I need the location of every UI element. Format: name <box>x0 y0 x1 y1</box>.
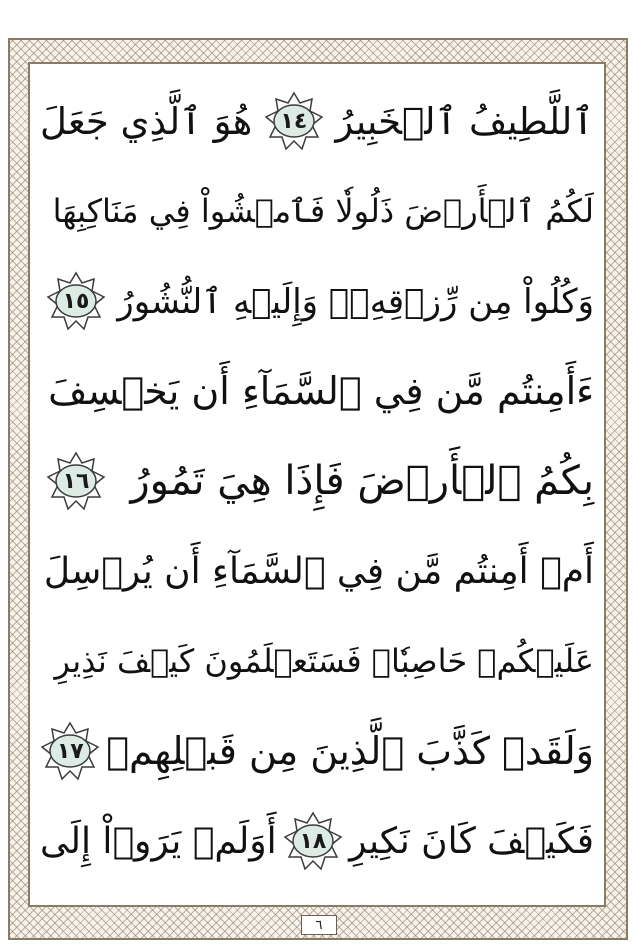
verse-line-2 <box>40 168 594 254</box>
line-7-text: عَلَيۡكُمۡ حَاصِبٗاۖ فَسَتَعۡلَمُونَ كَيۡفَ نَذِيرِ <box>54 642 594 680</box>
line-8-text: وَلَقَدۡ كَذَّبَ ٱلَّذِينَ مِن قَبۡلِهِمۡ <box>106 729 594 773</box>
ayah-marker-16 <box>46 451 106 511</box>
line-6-text: أَمۡ أَمِنتُم مَّن فِي ٱلسَّمَآءِ أَن يُرۡسِلَ <box>43 550 594 592</box>
verse-line-1 <box>40 78 594 164</box>
verse-line-8 <box>40 708 594 794</box>
page-number: ٦ <box>301 915 337 935</box>
verse-line-7 <box>40 618 594 704</box>
verse-line-4 <box>40 348 594 434</box>
ayah-number: ١٤ <box>280 108 308 134</box>
ayah-number: ١٧ <box>56 738 84 764</box>
verse-line-9 <box>40 798 594 884</box>
line-9-segment-b: أَوَلَمۡ يَرَوۡاْ إِلَى <box>40 820 277 862</box>
ayah-marker-14 <box>264 91 324 151</box>
ayah-number: ١٦ <box>62 468 90 494</box>
ayah-marker-18 <box>283 811 343 871</box>
ayah-number: ١٨ <box>299 828 327 854</box>
line-5-text: بِكُمُ ٱلۡأَرۡضَ فَإِذَا هِيَ تَمُورُ <box>130 458 594 504</box>
line-4-text: ءَأَمِنتُم مَّن فِي ٱلسَّمَآءِ أَن يَخۡسِفَ <box>48 369 594 413</box>
ayah-marker-15 <box>46 271 106 331</box>
verse-line-3 <box>40 258 594 344</box>
line-3-text: وَكُلُواْ مِن رِّزۡقِهِۦۖ وَإِلَيۡهِ ٱلنُّشُورُ <box>117 281 594 322</box>
quran-page <box>32 66 602 903</box>
ayah-marker-17 <box>40 721 100 781</box>
verse-line-5 <box>40 438 594 524</box>
line-2-text: لَكُمُ ٱلۡأَرۡضَ ذَلُولٗا فَٱمۡشُواْ فِي مَنَاكِبِهَا <box>52 192 594 230</box>
ayah-number: ١٥ <box>62 288 90 314</box>
verse-line-6 <box>40 528 594 614</box>
line-1-segment-a: ٱللَّطِيفُ ٱلۡخَبِيرُ <box>335 99 594 143</box>
line-9-segment-a: فَكَيۡفَ كَانَ نَكِيرِ <box>349 820 594 862</box>
line-1-segment-b: هُوَ ٱلَّذِي جَعَلَ <box>40 99 253 143</box>
